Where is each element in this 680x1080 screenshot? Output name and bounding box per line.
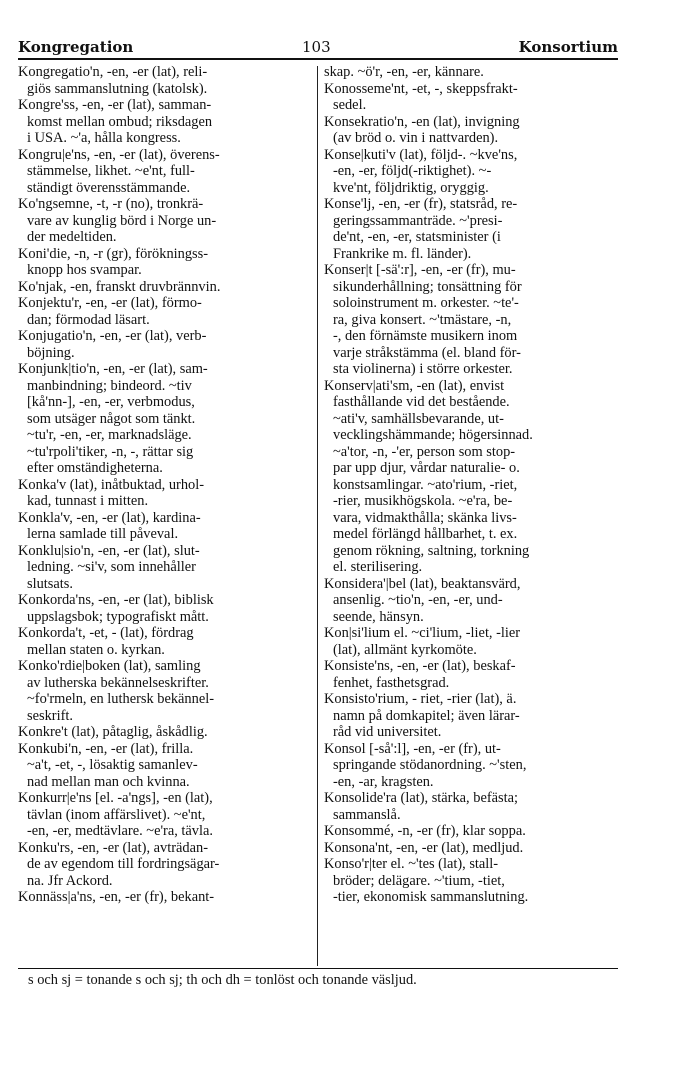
dictionary-line: springande stödanordning. ~'sten,: [333, 757, 527, 773]
dictionary-line: Kongregatio'n, -en, -er (lat), reli-: [18, 64, 208, 80]
dictionary-line: Konsona'nt, -en, -er (lat), medljud.: [324, 839, 524, 856]
right-column: [324, 64, 618, 1064]
dictionary-line: Konse'lj, -en, -er (fr), statsråd, re-: [324, 196, 518, 212]
dictionary-line: ~tu'r, -en, -er, marknadsläge.: [27, 427, 192, 443]
dictionary-line: Ko'njak, -en, franskt druvbrännvin.: [18, 278, 221, 295]
dictionary-line: geringssammanträde. ~'presi-: [333, 212, 503, 229]
dictionary-line: vara, vidmakthålla; skänka livs-: [333, 509, 517, 526]
dictionary-line: Koni'die, -n, -r (gr), förökningss-: [18, 245, 209, 262]
header-rule: [18, 58, 618, 60]
dictionary-line: kad, tunnast i mitten.: [27, 493, 149, 509]
dictionary-line: bröder; delägare. ~'tium, -tiet,: [333, 872, 505, 889]
dictionary-line: sammanslå.: [333, 806, 401, 823]
pronunciation-footnote: s och sj = tonande s och sj; th och dh = tonlöst och tonande väsljud.: [28, 972, 417, 988]
dictionary-line: fenhet, fasthetsgrad.: [333, 674, 450, 691]
dictionary-line: Konka'v (lat), inåtbuktad, urhol-: [18, 476, 205, 493]
dictionary-line: Kon|si'lium el. ~ci'lium, -liet, -lier: [324, 625, 521, 641]
dictionary-line: sikunderhållning; tonsättning för: [333, 278, 522, 295]
page-number: 103: [302, 38, 331, 56]
dictionary-line: Konkorda't, -et, - (lat), fördrag: [18, 625, 194, 641]
footer-rule: [18, 968, 618, 969]
dictionary-line: Konkla'v, -en, -er (lat), kardina-: [18, 509, 201, 526]
dictionary-line: Konkubi'n, -en, -er (lat), frilla.: [18, 740, 194, 757]
dictionary-line: Konsisto'rium, - riet, -rier (lat), ä.: [324, 691, 517, 707]
column-divider: [317, 66, 318, 966]
dictionary-line: el. sterilisering.: [333, 559, 423, 575]
dictionary-line: komst mellan ombud; riksdagen: [27, 113, 213, 130]
dictionary-line: seende, hänsyn.: [333, 608, 424, 625]
dictionary-line: ra, giva konsert. ~'tmästare, -n,: [333, 311, 512, 328]
dictionary-line: der medeltiden.: [27, 229, 117, 245]
dictionary-line: varje stråkstämma (el. bland för-: [333, 344, 521, 361]
dictionary-line: knopp hos svampar.: [27, 262, 142, 278]
dictionary-line: Konsiste'ns, -en, -er (lat), beskaf-: [324, 658, 516, 674]
dictionary-line: slutsats.: [27, 575, 73, 592]
dictionary-line: (lat), allmänt kyrkomöte.: [333, 641, 477, 658]
dictionary-line: vare av kunglig börd i Norge un-: [27, 212, 217, 229]
dictionary-line: kve'nt, följdriktig, oryggig.: [333, 179, 489, 196]
dictionary-line: [kå'nn-], -en, -er, verbmodus,: [27, 394, 195, 410]
dictionary-line: ~ati'v, samhällsbevarande, ut-: [333, 410, 504, 427]
dictionary-line: vecklingshämmande; högersinnad.: [333, 427, 533, 443]
dictionary-line: ~a'tor, -n, -'er, person som stop-: [333, 443, 516, 460]
dictionary-line: -en, -er, följd(-riktighet). ~-: [333, 163, 492, 179]
dictionary-line: ~a't, -et, -, lösaktig samanlev-: [27, 757, 198, 773]
dictionary-line: skap. ~ö'r, -en, -er, kännare.: [324, 64, 484, 80]
dictionary-line: -en, -er, medtävlare. ~e'ra, tävla.: [27, 823, 213, 839]
dictionary-line: -tier, ekonomisk sammanslutning.: [333, 889, 529, 905]
dictionary-line: Konser|t [-sä':r], -en, -er (fr), mu-: [324, 262, 516, 278]
dictionary-line: giös sammanslutning (katolsk).: [27, 80, 208, 97]
dictionary-line: Konjektu'r, -en, -er (lat), förmo-: [18, 295, 202, 311]
dictionary-line: Konko'rdie|boken (lat), samling: [18, 658, 201, 674]
dictionary-line: ständigt överensstämmande.: [27, 179, 191, 196]
left-column: [18, 64, 310, 1064]
dictionary-line: par upp djur, vårdar naturalie- o.: [333, 460, 520, 476]
dictionary-line: böjning.: [27, 344, 75, 361]
dictionary-line: Konso'r|ter el. ~'tes (lat), stall-: [324, 856, 499, 872]
dictionary-line: Konjunk|tio'n, -en, -er (lat), sam-: [18, 361, 208, 377]
dictionary-line: råd vid universitet.: [333, 724, 442, 740]
dictionary-line: mellan staten o. kyrkan.: [27, 641, 165, 658]
dictionary-line: sta violinerna) i större orkester.: [333, 361, 513, 377]
dictionary-line: Konse|kuti'v (lat), följd-. ~kve'ns,: [324, 146, 518, 163]
header-right-guide-word: Konsortium: [518, 38, 618, 56]
dictionary-line: stämmelse, likhet. ~e'nt, full-: [27, 163, 195, 179]
dictionary-line: som utsäger något som tänkt.: [27, 410, 196, 427]
dictionary-line: efter omständigheterna.: [27, 460, 163, 476]
dictionary-line: ledning. ~si'v, som innehåller: [27, 559, 196, 575]
dictionary-line: Ko'ngsemne, -t, -r (no), tronkrä-: [18, 196, 204, 212]
dictionary-line: Konku'rs, -en, -er (lat), avträdan-: [18, 839, 208, 856]
dictionary-line: Konsommé, -n, -er (fr), klar soppa.: [324, 823, 526, 839]
dictionary-line: ~tu'rpoli'tiker, -n, -, rättar sig: [27, 443, 194, 460]
dictionary-line: Konkre't (lat), påtaglig, åskådlig.: [18, 724, 208, 740]
dictionary-line: namn på domkapitel; även lärar-: [333, 707, 520, 724]
header-left-guide-word: Kongregation: [18, 38, 134, 56]
dictionary-line: fasthållande vid det bestående.: [333, 394, 510, 410]
dictionary-line: soloinstrument m. orkester. ~te'-: [333, 295, 519, 311]
dictionary-line: Frankrike m. fl. länder).: [333, 245, 472, 262]
dictionary-line: Konnäss|a'ns, -en, -er (fr), bekant-: [18, 889, 215, 905]
dictionary-line: konstsamlingar. ~ato'rium, -riet,: [333, 476, 518, 493]
dictionary-line: seskrift.: [27, 707, 73, 724]
dictionary-line: Konserv|ati'sm, -en (lat), envist: [324, 377, 505, 394]
dictionary-line: Kongru|e'ns, -en, -er (lat), överens-: [18, 146, 220, 163]
dictionary-line: -rier, musikhögskola. ~e'ra, be-: [333, 493, 513, 509]
dictionary-line: ansenlig. ~tio'n, -en, -er, und-: [333, 592, 503, 608]
dictionary-line: Konkurr|e'ns [el. -a'ngs], -en (lat),: [18, 790, 213, 806]
dictionary-line: (av bröd o. vin i nattvarden).: [333, 130, 499, 146]
dictionary-line: Konkorda'ns, -en, -er (lat), biblisk: [18, 592, 214, 608]
dictionary-line: tävlan (inom affärslivet). ~e'nt,: [27, 806, 206, 823]
dictionary-line: av lutherska bekännelseskrifter.: [27, 674, 209, 691]
dictionary-line: Konklu|sio'n, -en, -er (lat), slut-: [18, 542, 200, 559]
dictionary-line: nad mellan man och kvinna.: [27, 773, 190, 790]
dictionary-line: i USA. ~'a, hålla kongress.: [27, 130, 181, 146]
dictionary-line: na. Jfr Ackord.: [27, 872, 113, 889]
dictionary-line: manbindning; bindeord. ~tiv: [27, 377, 192, 394]
dictionary-line: Konsol [-så':l], -en, -er (fr), ut-: [324, 740, 501, 757]
dictionary-line: ~fo'rmeln, en luthersk bekännel-: [27, 691, 215, 707]
dictionary-line: -en, -ar, kragsten.: [333, 773, 434, 790]
dictionary-line: uppslagsbok; typografiskt mått.: [27, 608, 209, 625]
dictionary-line: Konsolide'ra (lat), stärka, befästa;: [324, 790, 518, 806]
dictionary-line: Konsekratio'n, -en (lat), invigning: [324, 113, 520, 130]
dictionary-line: genom rökning, saltning, torkning: [333, 542, 530, 559]
dictionary-line: de av egendom till fordringsägar-: [27, 856, 220, 872]
dictionary-line: -, den förnämste musikern inom: [333, 328, 518, 344]
page-header: [18, 32, 618, 58]
dictionary-line: Konsidera'|bel (lat), beaktansvärd,: [324, 575, 521, 592]
dictionary-line: sedel.: [333, 97, 367, 113]
dictionary-line: Kongre'ss, -en, -er (lat), samman-: [18, 97, 212, 113]
dictionary-line: Konosseme'nt, -et, -, skeppsfrakt-: [324, 80, 518, 97]
dictionary-line: medel förlängd hållbarhet, t. ex.: [333, 526, 518, 542]
dictionary-line: lerna samlade till påveval.: [27, 526, 179, 542]
dictionary-line: dan; förmodad läsart.: [27, 311, 150, 328]
dictionary-line: Konjugatio'n, -en, -er (lat), verb-: [18, 328, 207, 344]
dictionary-line: de'nt, -en, -er, statsminister (i: [333, 229, 501, 245]
